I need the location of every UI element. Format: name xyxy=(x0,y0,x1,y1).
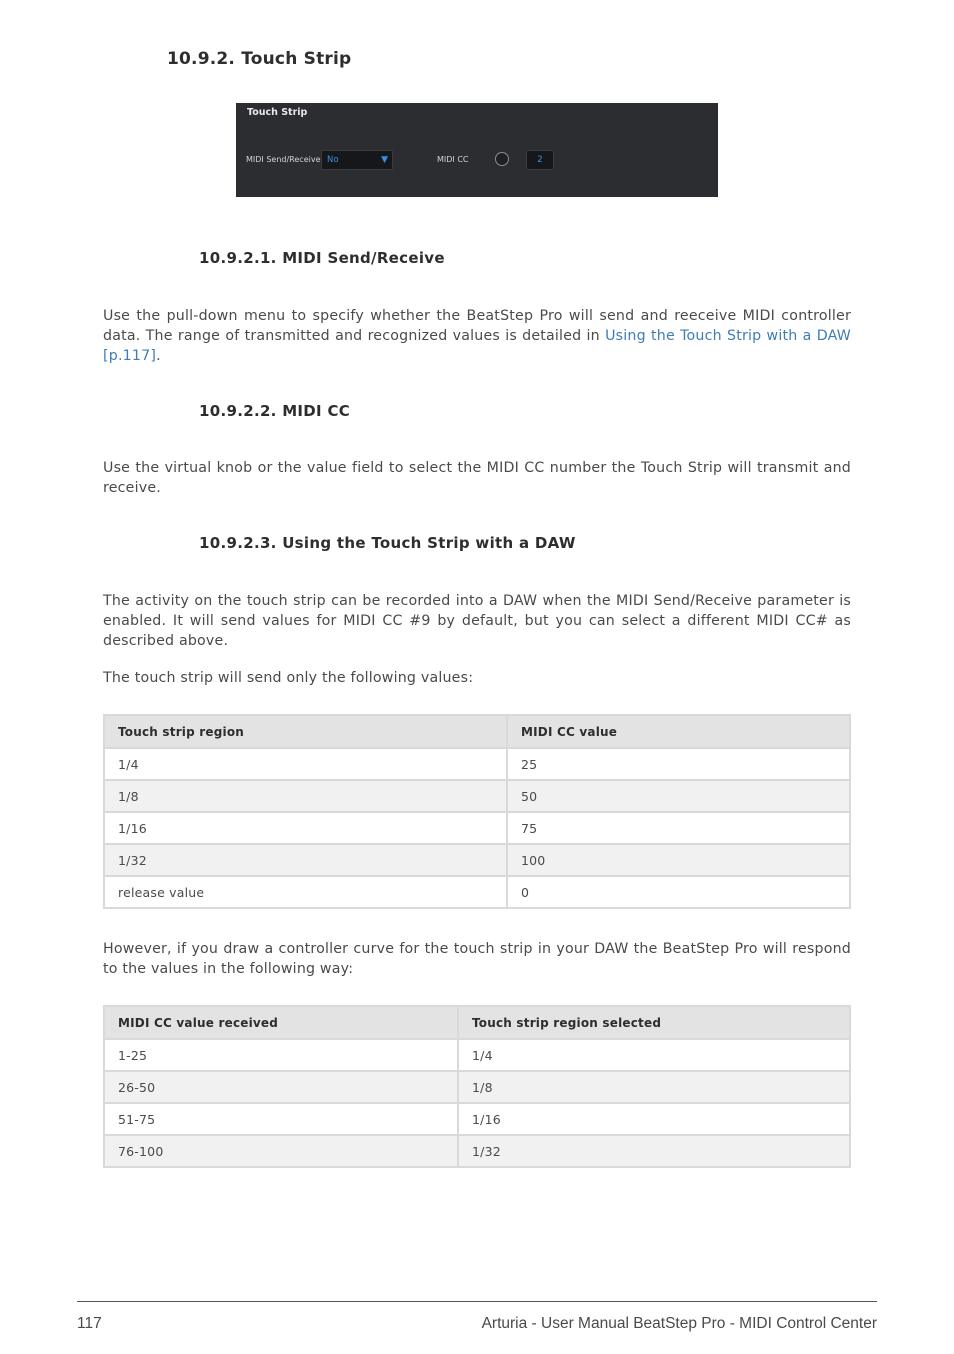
page-number: 117 xyxy=(77,1315,102,1332)
footer-divider xyxy=(77,1301,877,1302)
table-cell: 1/32 xyxy=(458,1135,850,1167)
subsection-heading-daw: 10.9.2.3. Using the Touch Strip with a DAW xyxy=(199,534,576,552)
table-row xyxy=(104,844,850,876)
table-cell: 50 xyxy=(507,780,850,812)
panel-title: Touch Strip xyxy=(247,107,308,118)
send-receive-paragraph xyxy=(103,306,851,366)
subsection-heading-midi-cc: 10.9.2.2. MIDI CC xyxy=(199,402,351,420)
midi-cc-value-field[interactable]: 2 xyxy=(526,150,554,170)
values-intro-paragraph: The touch strip will send only the following values: xyxy=(103,670,474,686)
section-heading: 10.9.2. Touch Strip xyxy=(167,49,352,69)
table-header-cell: MIDI CC value received xyxy=(104,1006,458,1039)
table-row xyxy=(104,1071,850,1103)
table-row xyxy=(104,1039,850,1071)
table-cell: 25 xyxy=(507,748,850,780)
table-cell: 1/16 xyxy=(104,812,507,844)
midi-send-receive-label: MIDI Send/Receive xyxy=(246,155,321,164)
table-cell: 1/4 xyxy=(104,748,507,780)
response-paragraph: However, if you draw a controller curve for the touch strip in your DAW the BeatStep Pro will respond to the values in the following way: xyxy=(103,941,851,977)
table-cell: 1/32 xyxy=(104,844,507,876)
table-cell: 0 xyxy=(507,876,850,908)
table-row xyxy=(104,812,850,844)
table-row xyxy=(104,748,850,780)
table-header-cell: MIDI CC value xyxy=(507,715,850,748)
table-row xyxy=(104,780,850,812)
midi-send-receive-dropdown[interactable] xyxy=(321,150,393,170)
midi-cc-knob[interactable] xyxy=(495,152,509,166)
touch-strip-panel-screenshot xyxy=(236,103,718,197)
daw-paragraph: The activity on the touch strip can be recorded into a DAW when the MIDI Send/Receive parameter is enabled. It will send values for MIDI CC #9 by default, but you can select a different MIDI CC# as described above. xyxy=(103,593,851,649)
table-row xyxy=(104,1135,850,1167)
table-header-row xyxy=(104,715,850,748)
table-row xyxy=(104,1103,850,1135)
midi-cc-paragraph: Use the virtual knob or the value field to select the MIDI CC number the Touch Strip will transmit and receive. xyxy=(103,460,851,496)
subsection-heading-send-receive: 10.9.2.1. MIDI Send/Receive xyxy=(199,249,445,267)
table-header-cell: Touch strip region xyxy=(104,715,507,748)
table-header-row xyxy=(104,1006,850,1039)
midi-cc-label: MIDI CC xyxy=(437,155,469,164)
table-header-cell: Touch strip region selected xyxy=(458,1006,850,1039)
table-cell: release value xyxy=(104,876,507,908)
table-cell: 100 xyxy=(507,844,850,876)
chevron-down-icon: ▼ xyxy=(381,155,388,165)
table-cell: 1/4 xyxy=(458,1039,850,1071)
receive-values-table xyxy=(103,1005,851,1168)
table-cell: 1/8 xyxy=(458,1071,850,1103)
dropdown-value: No xyxy=(327,155,339,165)
footer-document-title: Arturia - User Manual BeatStep Pro - MIDI Control Center xyxy=(481,1315,877,1332)
table-cell: 51-75 xyxy=(104,1103,458,1135)
send-values-table xyxy=(103,714,851,909)
table-cell: 75 xyxy=(507,812,850,844)
table-cell: 1/8 xyxy=(104,780,507,812)
paragraph-text: Use the pull-down menu to specify whether the BeatStep Pro will send and reeceive MIDI controller data. The range of transmitted and recognized values is detailed in xyxy=(103,308,851,344)
table-cell: 1/16 xyxy=(458,1103,850,1135)
table-row xyxy=(104,876,850,908)
daw-section-link[interactable]: Using the Touch Strip with a DAW [p.117] xyxy=(103,328,851,364)
table-cell: 76-100 xyxy=(104,1135,458,1167)
table-cell: 1-25 xyxy=(104,1039,458,1071)
table-cell: 26-50 xyxy=(104,1071,458,1103)
paragraph-text-end: . xyxy=(156,348,161,364)
